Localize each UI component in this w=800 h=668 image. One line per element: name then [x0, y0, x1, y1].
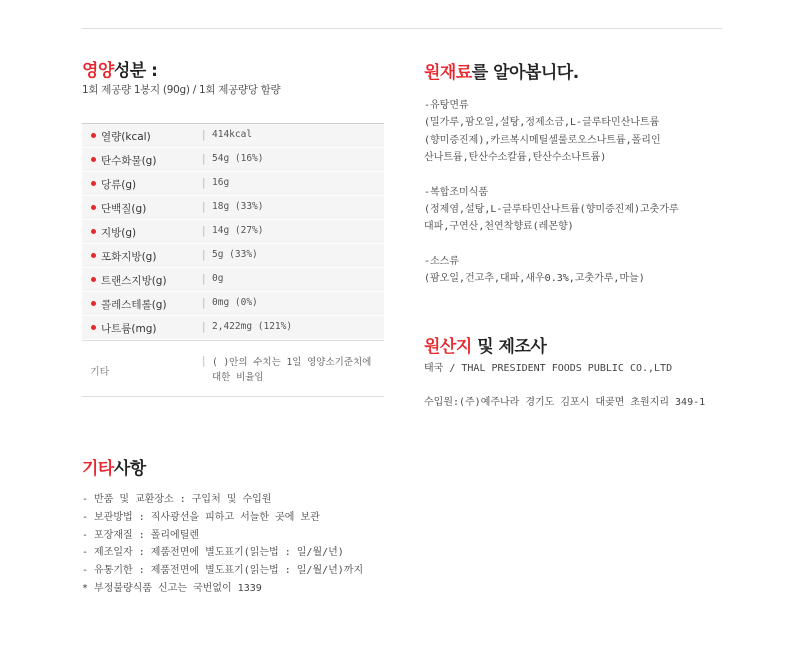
ingredient-line: 산나트륨,탄산수소칼륨,탄산수소나트륨)	[424, 152, 607, 164]
origin-info	[424, 362, 705, 410]
nutrition-row-trans-fat	[82, 268, 384, 292]
nutrition-row-carbohydrate	[82, 148, 384, 172]
nutrition-row-protein	[82, 196, 384, 220]
nutrient-value: 18g (33%)	[212, 201, 264, 212]
ingredients-title-rest: 를 알아봅니다.	[471, 63, 579, 83]
origin-title-rest: 및 제조사	[471, 337, 547, 357]
nutrient-label: 지방(g)	[101, 227, 137, 239]
bullet-icon	[91, 277, 96, 282]
nutrient-value: 2,422mg (121%)	[212, 321, 293, 332]
other-notes-title-rest: 사항	[113, 459, 146, 479]
ingredients-title-highlight: 원재료	[424, 63, 472, 83]
etc-note: ( )안의 수치는 1일 영양소기준치에 대한 비율임	[212, 357, 372, 383]
bullet-icon	[91, 229, 96, 234]
ingredient-line: -복합조미식품	[424, 186, 488, 198]
manufacturer-text: 태국 / THAL PRESIDENT FOODS PUBLIC CO.,LTD	[424, 363, 673, 374]
nutrient-value: 0g	[212, 273, 224, 284]
bullet-icon	[91, 133, 96, 138]
note-line: - 유통기한 : 제품전면에 별도표기(읽는법 : 일/월/년)까지	[82, 565, 364, 577]
nutrient-label: 탄수화물(g)	[101, 155, 157, 167]
ingredient-line: (정제염,설탕,L-글루타민산나트륨(향미증진제)고춧가루	[424, 204, 679, 216]
other-notes-title	[82, 454, 146, 479]
nutrition-title-rest: 성분 :	[113, 61, 158, 81]
origin-title	[424, 332, 546, 357]
etc-label: 기타	[90, 367, 110, 378]
separator: |	[202, 201, 206, 213]
nutrient-label: 단백질(g)	[101, 203, 147, 215]
ingredient-line: (향미증진제),카르복시메틸셀룰로오스나트륨,폴리인	[424, 134, 661, 146]
nutrient-value: 5g (33%)	[212, 249, 258, 260]
bullet-icon	[91, 301, 96, 306]
nutrition-title-highlight: 영양	[82, 61, 114, 81]
spacer	[424, 167, 784, 184]
separator: |	[202, 249, 206, 261]
ingredients-list	[424, 97, 784, 288]
ingredient-line: -소스류	[424, 255, 460, 267]
nutrition-row-sodium	[82, 316, 384, 340]
ingredient-line: (밀가루,팜오일,설탕,정제소금,L-글루타민산나트륨	[424, 117, 660, 129]
nutrition-row-etc	[82, 340, 384, 397]
separator: |	[202, 225, 206, 237]
bullet-icon	[91, 181, 96, 186]
spacer	[424, 376, 705, 396]
serving-size-info: 1회 제공량 1봉지 (90g) / 1회 제공량당 함량	[82, 84, 281, 96]
nutrition-title	[82, 56, 157, 81]
nutrient-label: 트랜스지방(g)	[101, 275, 167, 287]
nutrient-label: 나트륨(mg)	[101, 323, 157, 335]
nutrient-label: 당류(g)	[101, 179, 137, 191]
nutrition-row-cholesterol	[82, 292, 384, 316]
note-line: * 부정불량식품 신고는 국번없이 1339	[82, 582, 262, 594]
bullet-icon	[91, 253, 96, 258]
separator: |	[202, 297, 206, 309]
note-line: - 포장재질 : 폴리에틸렌	[82, 529, 200, 541]
nutrient-label: 콜레스테롤(g)	[101, 299, 167, 311]
top-divider	[82, 28, 722, 29]
ingredient-line: (팜오일,건고추,대파,새우0.3%,고춧가루,마늘)	[424, 273, 645, 285]
nutrient-value: 414kcal	[212, 129, 253, 140]
separator: |	[202, 273, 206, 285]
separator: |	[202, 129, 206, 141]
ingredient-line: -유탕면류	[424, 100, 469, 111]
bullet-icon	[91, 157, 96, 162]
ingredients-title	[424, 58, 579, 83]
note-line: - 반품 및 교환장소 : 구입처 및 수입원	[82, 494, 272, 505]
separator: |	[202, 321, 206, 333]
origin-title-highlight: 원산지	[424, 337, 472, 357]
nutrition-row-sugar	[82, 172, 384, 196]
note-line: - 제조일자 : 제품전면에 별도표기(읽는법 : 일/월/년)	[82, 547, 344, 559]
nutrition-row-fat	[82, 220, 384, 244]
ingredient-line: 대파,구연산,천연착향료(레몬향)	[424, 221, 574, 233]
separator: |	[202, 355, 206, 367]
nutrition-row-saturated-fat	[82, 244, 384, 268]
bullet-icon	[91, 205, 96, 210]
nutrition-row-calories	[82, 124, 384, 148]
importer-text: 수입원:(주)예주나라 경기도 김포시 대곶면 초원지리 349-1	[424, 397, 706, 408]
nutrient-value: 14g (27%)	[212, 225, 264, 236]
nutrient-value: 16g	[212, 177, 230, 188]
nutrient-value: 54g (16%)	[212, 153, 264, 164]
nutrient-label: 열량(kcal)	[101, 131, 151, 143]
bullet-icon	[91, 325, 96, 330]
nutrition-table	[82, 123, 384, 397]
other-notes-title-highlight: 기타	[82, 459, 114, 479]
spacer	[424, 236, 784, 253]
separator: |	[202, 153, 206, 165]
nutrient-label: 포화지방(g)	[101, 251, 157, 263]
separator: |	[202, 177, 206, 189]
note-line: - 보관방법 : 직사광선을 피하고 서늘한 곳에 보관	[82, 511, 320, 523]
nutrient-value: 0mg (0%)	[212, 297, 258, 308]
other-notes-list	[82, 491, 363, 598]
